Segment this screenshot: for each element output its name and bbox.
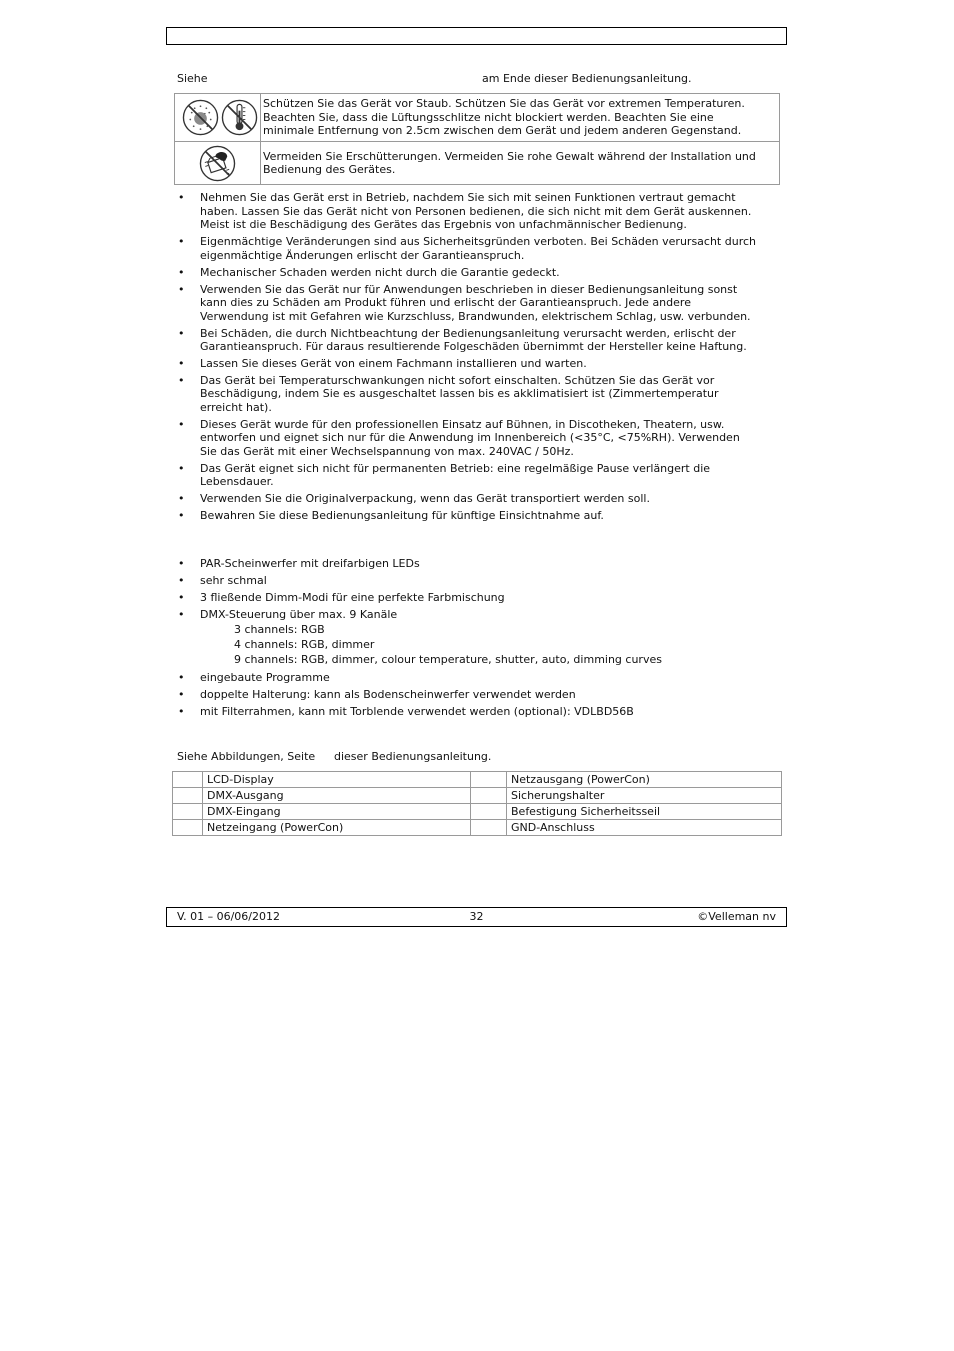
safety-icon-table [174, 93, 780, 185]
feature-text: • mit Filterrahmen, kann mit Torblende verwendet werden (optional): VDLBD56B [200, 704, 634, 718]
part-number-cell [471, 788, 507, 804]
guideline-item [177, 509, 777, 523]
guideline-line: • Eigenmächtige Veränderungen sind aus Sicherheitsgründen verboten. Bei Schäden verursacht durch [200, 235, 756, 249]
guideline-item [177, 492, 777, 506]
part-number-cell [471, 772, 507, 788]
feature-item [177, 574, 777, 588]
guideline-line: Garantieanspruch. Für daraus resultierende Folgeschäden übernimmt der Hersteller keine Haftung. [200, 340, 747, 353]
feature-item [177, 688, 777, 702]
safety-text-line: Vermeiden Sie Erschütterungen. Vermeiden Sie rohe Gewalt während der Installation und [263, 149, 756, 163]
dmx-channel-mode: 4 channels: RGB, dimmer [234, 637, 375, 651]
guideline-item [177, 418, 777, 459]
no-shaking-icon [199, 144, 236, 183]
safety-icon-cell [175, 142, 261, 185]
part-label: GND-Anschluss [507, 820, 782, 836]
feature-text: • 3 fließende Dimm-Modi für eine perfekte Farbmischung [200, 591, 505, 605]
parts-row [173, 820, 782, 836]
overview-reference-suffix: dieser Bedienungsanleitung. [334, 750, 492, 764]
safety-row-shaking [175, 142, 780, 185]
parts-table [172, 771, 782, 836]
part-label: LCD-Display [203, 772, 471, 788]
part-label: Netzausgang (PowerCon) [507, 772, 782, 788]
guideline-line: Lebensdauer. [200, 475, 274, 489]
parts-row [173, 788, 782, 804]
guideline-line: erreicht hat). [200, 400, 272, 414]
guideline-item [177, 266, 777, 280]
safety-text-line: Bedienung des Gerätes. [263, 163, 396, 176]
guideline-line: Sie das Gerät mit einer Wechselspannung von max. 240VAC / 50Hz. [200, 444, 574, 458]
feature-text: • DMX-Steuerung über max. 9 Kanäle [200, 608, 398, 622]
feature-text: • doppelte Halterung: kann als Bodenscheinwerfer verwendet werden [200, 687, 576, 701]
guideline-line: • Verwenden Sie die Originalverpackung, wenn das Gerät transportiert werden soll. [200, 492, 650, 506]
dmx-channel-mode: 3 channels: RGB [234, 622, 325, 636]
feature-text: • eingebaute Programme [200, 670, 330, 684]
part-label: Netzeingang (PowerCon) [203, 820, 471, 836]
footer-version: V. 01 – 06/06/2012 [177, 910, 280, 923]
guideline-line: • Bewahren Sie diese Bedienungsanleitung für künftige Einsichtnahme auf. [200, 509, 604, 523]
guideline-item [177, 283, 777, 324]
guideline-line: • Lassen Sie dieses Gerät von einem Fachmann installieren und warten. [200, 356, 587, 370]
safety-text-line: minimale Entfernung von 2.5cm zwischen dem Gerät und jedem anderen Gegenstand. [263, 124, 742, 138]
guideline-line: kann dies zu Schäden am Produkt führen und erlischt der Garantieanspruch. Jede andere [200, 296, 691, 310]
guideline-line: eigenmächtige Änderungen erlischt der Garantieanspruch. [200, 248, 525, 262]
intro-see-label: Siehe [177, 71, 208, 85]
feature-item [177, 671, 777, 685]
header-box [166, 27, 787, 45]
feature-item [177, 705, 777, 719]
part-label: DMX-Ausgang [203, 788, 471, 804]
guideline-item [177, 357, 777, 371]
feature-text: • sehr schmal [200, 574, 267, 588]
safety-icons [175, 144, 260, 183]
part-label: DMX-Eingang [203, 804, 471, 820]
part-number-cell [173, 804, 203, 820]
safety-guidelines-list [177, 191, 777, 526]
guideline-line: • Das Gerät bei Temperaturschwankungen nicht sofort einschalten. Schützen Sie das Gerät vor [200, 373, 715, 387]
guideline-item [177, 462, 777, 489]
safety-text-cell [261, 142, 780, 185]
guideline-line: Beschädigung, indem Sie es ausgeschaltet lassen bis es akklimatisiert ist (Zimmertemperatur [200, 387, 719, 401]
guideline-line: • Dieses Gerät wurde für den professionellen Einsatz auf Bühnen, in Discotheken, Theatern, usw. [200, 417, 725, 431]
safety-icon-cell [175, 94, 261, 142]
intro-see-suffix: am Ende dieser Bedienungsanleitung. [482, 71, 692, 85]
part-number-cell [173, 788, 203, 804]
part-number-cell [471, 804, 507, 820]
part-number-cell [471, 820, 507, 836]
guideline-line: Verwendung ist mit Gefahren wie Kurzschluss, Brandwunden, elektrischem Schlag, usw. verbunden. [200, 309, 751, 323]
guideline-line: • Bei Schäden, die durch Nichtbeachtung der Bedienungsanleitung verursacht werden, erlischt der [200, 326, 736, 340]
guideline-line: haben. Lassen Sie das Gerät nicht von Personen bedienen, die sich nicht mit dem Gerät auskennen. [200, 204, 752, 218]
parts-row [173, 804, 782, 820]
guideline-item [177, 374, 777, 415]
guideline-line: • Nehmen Sie das Gerät erst in Betrieb, nachdem Sie sich mit seinen Funktionen vertraut gemacht [200, 191, 736, 205]
safety-text-line: Schützen Sie das Gerät vor Staub. Schützen Sie das Gerät vor extremen Temperaturen. [263, 97, 745, 111]
guideline-line: • Mechanischer Schaden werden nicht durch die Garantie gedeckt. [200, 265, 560, 279]
guideline-item [177, 191, 777, 232]
features-list [177, 557, 777, 721]
guideline-item [177, 235, 777, 262]
safety-text-cell [261, 94, 780, 142]
part-number-cell [173, 772, 203, 788]
overview-reference-prefix: Siehe Abbildungen, Seite [177, 750, 316, 764]
parts-row [173, 772, 782, 788]
guideline-line: • Verwenden Sie das Gerät nur für Anwendungen beschrieben in dieser Bedienungsanleitung sonst [200, 282, 738, 296]
footer-page-number: 32 [469, 910, 484, 923]
guideline-line: • Das Gerät eignet sich nicht für permanenten Betrieb: eine regelmäßige Pause verlängert die [200, 461, 711, 475]
no-dust-icon [182, 98, 219, 137]
guideline-line: Meist ist die Beschädigung des Gerätes das Ergebnis von unfachmännischer Bedienung. [200, 218, 687, 232]
dmx-channel-mode: 9 channels: RGB, dimmer, colour temperature, shutter, auto, dimming curves [234, 653, 662, 667]
safety-row-dust-temperature [175, 94, 780, 142]
page-footer [166, 907, 787, 927]
no-extreme-temperature-icon [221, 98, 258, 137]
safety-icons [175, 98, 260, 137]
safety-text-line: Beachten Sie, dass die Lüftungsschlitze nicht blockiert werden. Beachten Sie eine [263, 110, 714, 124]
guideline-item [177, 327, 777, 354]
dmx-channel-modes [234, 622, 777, 668]
feature-text: • PAR-Scheinwerfer mit dreifarbigen LEDs [200, 557, 420, 571]
part-label: Befestigung Sicherheitsseil [507, 804, 782, 820]
footer-copyright: ©Velleman nv [697, 910, 776, 923]
feature-item [177, 591, 777, 605]
guideline-line: entworfen und eignet sich nur für die Anwendung im Innenbereich (<35°C, <75%RH). Verwenden [200, 431, 740, 445]
part-label: Sicherungshalter [507, 788, 782, 804]
feature-item [177, 557, 777, 571]
part-number-cell [173, 820, 203, 836]
feature-item-dmx [177, 608, 777, 667]
